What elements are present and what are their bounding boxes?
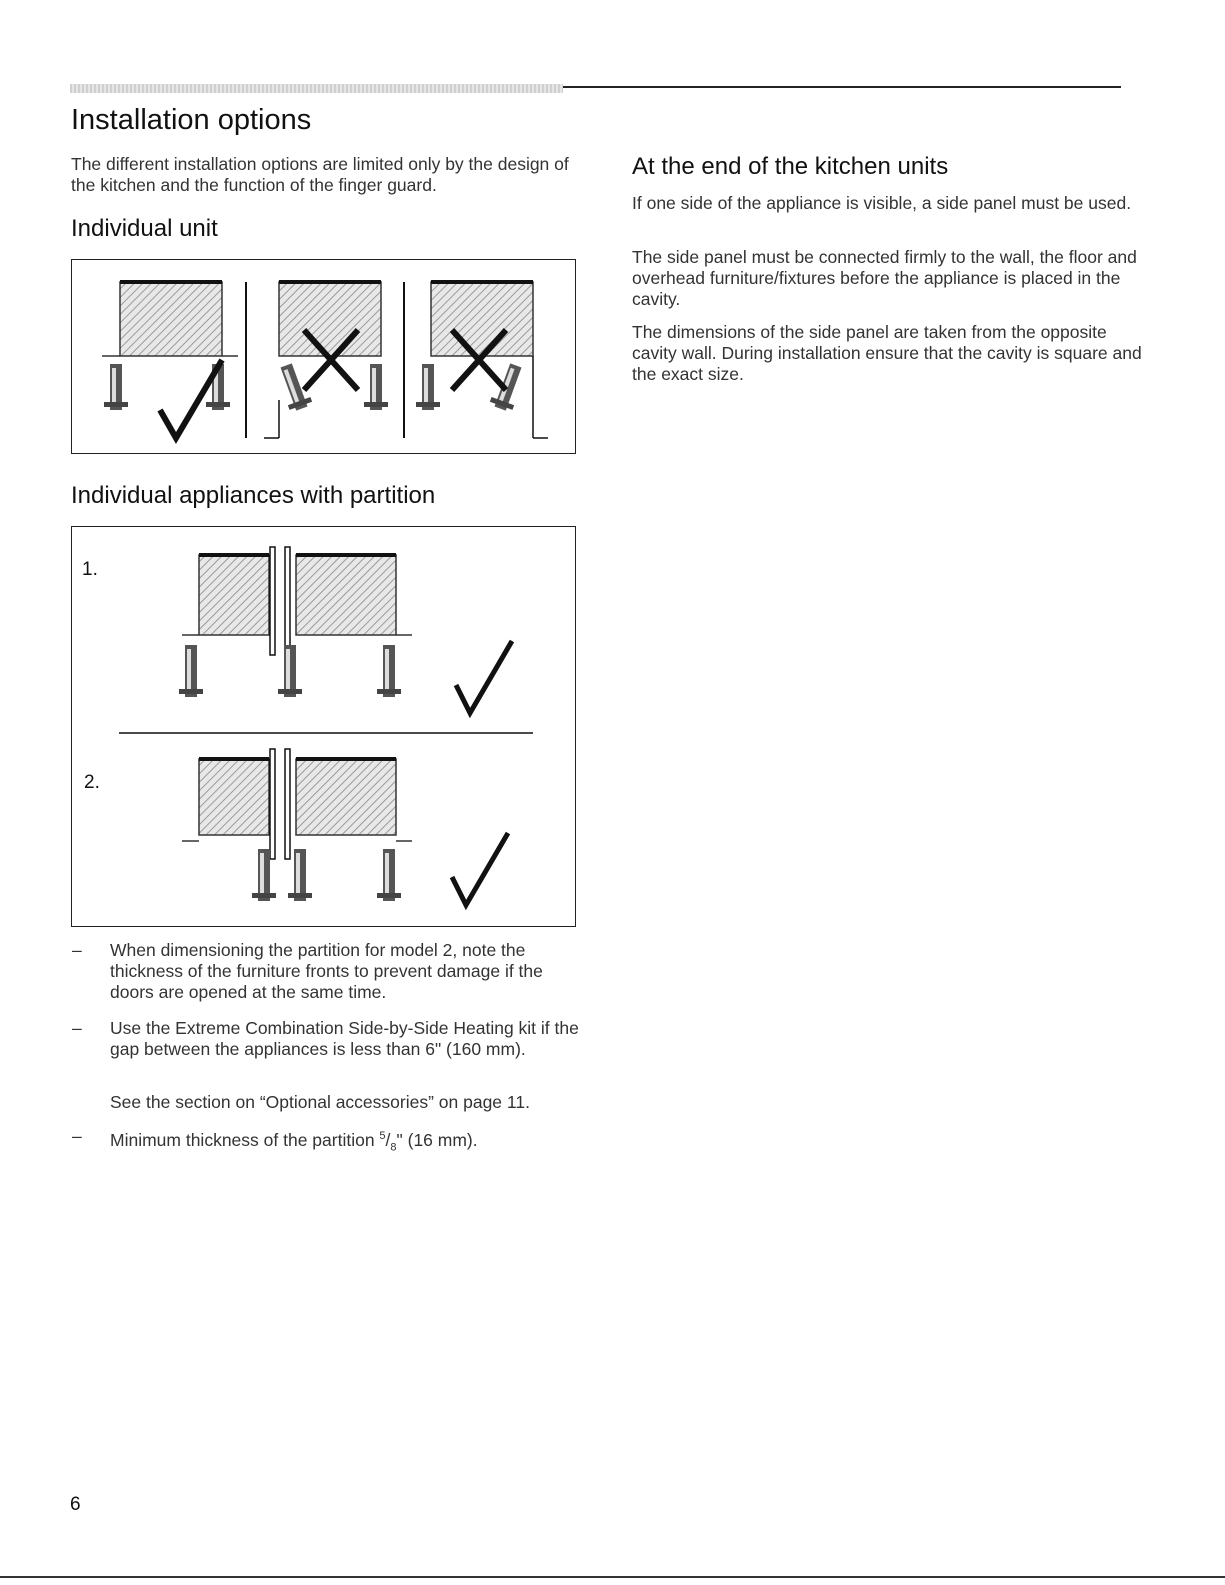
individual-unit-heading: Individual unit [71,215,218,242]
bullet-heating-kit: Use the Extreme Combination Side-by-Side Heating kit if the gap between the appliances is less than 6" (160 mm). [110,1018,579,1059]
bullet-min-thickness: Minimum thickness of the partition $^5/_8$" (16 mm). [110,1129,478,1154]
unit-option-correct [102,282,246,438]
end-units-para-2: The side panel must be connected firmly to the wall, the floor and overhead furniture/fixtures before the appliance is placed in the cavity. [632,247,1137,309]
page-number: 6 [70,1494,81,1515]
bullet-dash: – [72,1126,82,1146]
footer-rule [0,1576,1225,1578]
bullet-dash: – [72,940,82,960]
partition-panel [285,749,290,859]
config-1-label: 1. [82,559,98,580]
partition-heading: Individual appliances with partition [71,482,436,509]
unit-option-incorrect-2 [416,282,548,438]
partition-config-2 [182,749,508,905]
bullet-partition-dimension: When dimensioning the partition for model 2, note the thickness of the furniture fronts to prevent damage if the doors are opened at the same time. [110,940,543,1002]
end-units-para-1: If one side of the appliance is visible, a side panel must be used. [632,193,1132,213]
header-shade-bar [70,84,563,93]
end-units-para-3: The dimensions of the side panel are taken from the opposite cavity wall. During installation ensure that the cavity is square and the exact size. [632,322,1142,384]
partition-config-1 [179,547,512,713]
end-units-heading: At the end of the kitchen units [632,153,949,180]
partition-panel [285,547,290,655]
unit-option-incorrect-1 [264,282,404,438]
config-2-label: 2. [84,772,100,793]
check-mark-icon [456,641,512,713]
bullet-heating-kit-note: See the section on “Optional accessories” on page 11. [110,1092,530,1112]
partition-panel [270,547,275,655]
partition-figure [71,526,576,927]
bullet-dash: – [72,1018,82,1038]
intro-text: The different installation options are limited only by the design of the kitchen and the function of the finger guard. [71,154,569,195]
individual-unit-figure [71,259,576,454]
check-mark-icon [452,833,508,905]
partition-panel [270,749,275,859]
header-rule [563,86,1121,88]
page-title: Installation options [71,104,312,136]
